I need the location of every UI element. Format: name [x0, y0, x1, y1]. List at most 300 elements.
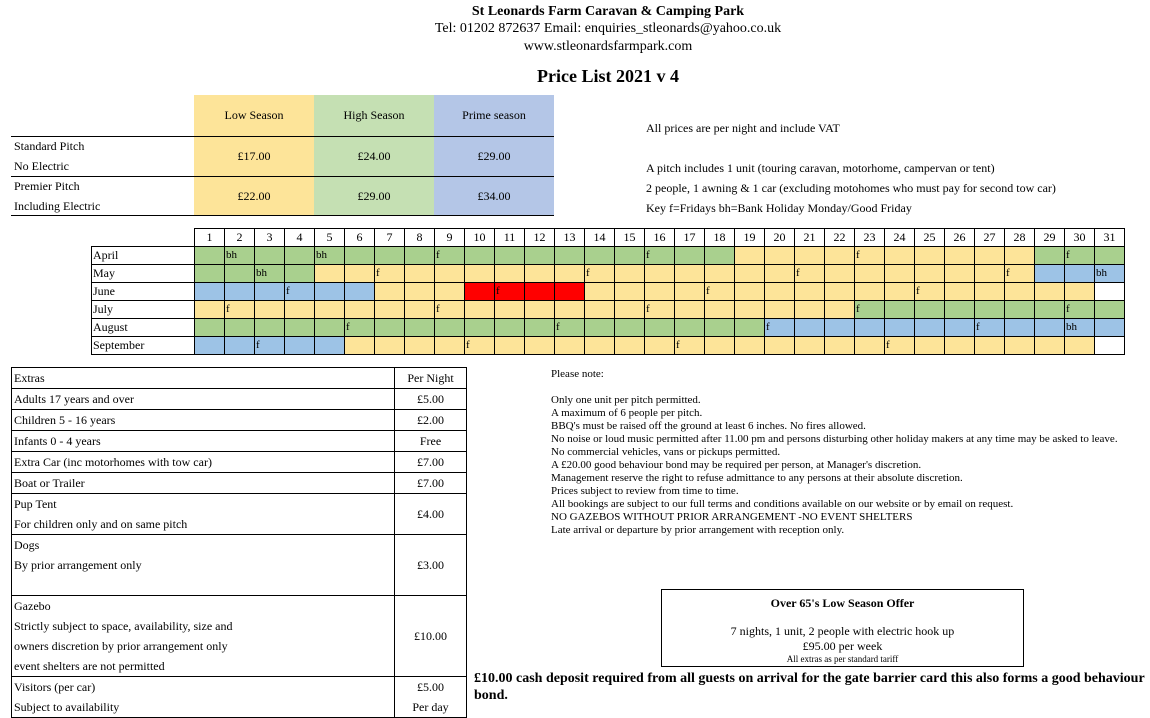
month-label: September: [92, 337, 195, 355]
calendar-day: [225, 283, 255, 301]
calendar-day: [1065, 265, 1095, 283]
calendar-day: [495, 319, 525, 337]
calendar-day: f: [855, 301, 885, 319]
calendar-day: [345, 301, 375, 319]
calendar-day: [975, 337, 1005, 355]
calendar-day: f: [675, 337, 705, 355]
price-list-title: Price List 2021 v 4: [537, 66, 679, 86]
standard-pitch-sublabel: No Electric: [14, 159, 69, 173]
day-header: 12: [525, 229, 555, 247]
calendar-day: [885, 283, 915, 301]
extra-item-line: Children 5 - 16 years: [14, 413, 116, 427]
calendar-day: [405, 247, 435, 265]
extras-row: [12, 389, 467, 410]
day-header: 4: [285, 229, 315, 247]
calendar-day: [1095, 283, 1125, 301]
calendar-row-august: [92, 319, 1125, 337]
calendar-grid: [91, 228, 1125, 355]
day-header: 8: [405, 229, 435, 247]
note-item: A maximum of 6 people per pitch.: [551, 407, 703, 419]
calendar-row-may: [92, 265, 1125, 283]
calendar-day: [585, 319, 615, 337]
calendar-day: f: [795, 265, 825, 283]
calendar-row-june: [92, 283, 1125, 301]
calendar-row-april: [92, 247, 1125, 265]
notes-title: Please note:: [551, 368, 604, 380]
visitors-label: Visitors (per car): [14, 680, 96, 694]
calendar-day: [945, 301, 975, 319]
price-premier-low: £22.00: [194, 176, 314, 216]
calendar-day: [375, 283, 405, 301]
contact-line: Tel: 01202 872637 Email: enquiries_stleonards@yahoo.co.uk: [434, 21, 782, 36]
calendar-day: [375, 337, 405, 355]
calendar-day: [645, 337, 675, 355]
calendar-day: [345, 265, 375, 283]
calendar-day: [795, 283, 825, 301]
extra-price: £3.00: [395, 535, 467, 596]
day-header: 6: [345, 229, 375, 247]
calendar-day: [1095, 319, 1125, 337]
calendar-row-september: [92, 337, 1125, 355]
extras-header-row: [12, 368, 467, 389]
calendar-day: [705, 337, 735, 355]
extra-item-line: Extra Car (inc motorhomes with tow car): [14, 455, 212, 469]
calendar-day: [825, 301, 855, 319]
calendar-day: [975, 283, 1005, 301]
note-item: Only one unit per pitch permitted.: [551, 394, 701, 406]
calendar-day: [615, 301, 645, 319]
day-header: 31: [1095, 229, 1125, 247]
calendar-day: [555, 301, 585, 319]
calendar-day: [435, 319, 465, 337]
note-item: Prices subject to review from time to time.: [551, 485, 739, 497]
calendar-day: [495, 301, 525, 319]
extras-row: [12, 431, 467, 452]
calendar-day: [375, 319, 405, 337]
extra-item: [12, 494, 395, 535]
calendar-day: [315, 301, 345, 319]
calendar-day: [1095, 337, 1125, 355]
pitch-note: A pitch includes 1 unit (touring caravan, motorhome, campervan or tent): [646, 161, 995, 175]
month-label: June: [92, 283, 195, 301]
extra-price: £7.00: [395, 452, 467, 473]
note-item: No noise or loud music permitted after 11.00 pm and persons disturbing other holiday makers at any time may be asked to leave.: [551, 433, 1118, 445]
calendar-day: [1065, 337, 1095, 355]
calendar-day: [735, 247, 765, 265]
calendar-day: [495, 337, 525, 355]
day-header: 28: [1005, 229, 1035, 247]
note-item: NO GAZEBOS WITHOUT PRIOR ARRANGEMENT -NO EVENT SHELTERS: [551, 511, 913, 523]
calendar-day: [885, 247, 915, 265]
calendar-day: [195, 283, 225, 301]
extras-row: [12, 494, 467, 535]
day-header: 17: [675, 229, 705, 247]
calendar-day: [705, 301, 735, 319]
calendar-day: [885, 319, 915, 337]
day-header: 16: [645, 229, 675, 247]
calendar-day: [525, 319, 555, 337]
extra-item-line: Boat or Trailer: [14, 476, 85, 490]
calendar-day: [705, 247, 735, 265]
calendar-day: f: [285, 283, 315, 301]
month-label: May: [92, 265, 195, 283]
calendar-day: [525, 247, 555, 265]
calendar-day: [225, 265, 255, 283]
calendar-day: [645, 319, 675, 337]
calendar-day: [255, 301, 285, 319]
calendar-day: [615, 265, 645, 283]
calendar-day: [585, 247, 615, 265]
calendar-day: [825, 247, 855, 265]
calendar-day: [285, 319, 315, 337]
calendar-day: [465, 247, 495, 265]
visitors-sublabel: Subject to availability: [14, 700, 120, 714]
extra-item-line: Adults 17 years and over: [14, 392, 134, 406]
calendar-day: [765, 337, 795, 355]
offer-note: All extras as per standard tariff: [786, 654, 899, 664]
calendar-day: [975, 301, 1005, 319]
extras-row: [12, 473, 467, 494]
calendar-day: [405, 301, 435, 319]
calendar-day: [195, 319, 225, 337]
calendar-day: [405, 265, 435, 283]
calendar-day: [315, 319, 345, 337]
extra-item: [12, 431, 395, 452]
extra-price: £2.00: [395, 410, 467, 431]
calendar-day: [615, 283, 645, 301]
calendar-day: [345, 247, 375, 265]
standard-pitch-label: Standard Pitch: [14, 139, 85, 153]
day-header: 21: [795, 229, 825, 247]
calendar-day: [645, 283, 675, 301]
day-header: 9: [435, 229, 465, 247]
calendar-day: [945, 319, 975, 337]
calendar-day: [705, 319, 735, 337]
calendar-day: f: [465, 337, 495, 355]
day-header: 10: [465, 229, 495, 247]
calendar-day: f: [555, 319, 585, 337]
calendar-day: [1005, 337, 1035, 355]
calendar-day: [915, 247, 945, 265]
note-item: Late arrival or departure by prior arrangement with reception only.: [551, 524, 845, 536]
calendar-day: [525, 283, 555, 301]
note-item: All bookings are subject to our full terms and conditions available on our website or by email on request.: [551, 498, 1014, 510]
calendar-day: [555, 283, 585, 301]
extra-price: £7.00: [395, 473, 467, 494]
day-header: 20: [765, 229, 795, 247]
day-header: 15: [615, 229, 645, 247]
extra-item-line: By prior arrangement only: [14, 558, 142, 572]
calendar-day: [375, 247, 405, 265]
calendar-day: [315, 283, 345, 301]
calendar-day: f: [435, 247, 465, 265]
calendar-day: [1035, 337, 1065, 355]
price-premier-prime: £34.00: [434, 176, 554, 216]
day-header: 27: [975, 229, 1005, 247]
calendar-day: f: [225, 301, 255, 319]
extra-price: £5.00: [395, 389, 467, 410]
calendar-day: [405, 337, 435, 355]
calendar-day: bh: [1095, 265, 1125, 283]
extras-table: [11, 367, 467, 718]
calendar-day: [1035, 301, 1065, 319]
calendar-day: [765, 265, 795, 283]
extra-item-line: Infants 0 - 4 years: [14, 434, 101, 448]
calendar-day: [195, 265, 225, 283]
visitors-price-unit: Per day: [412, 700, 449, 714]
calendar-day: bh: [1065, 319, 1095, 337]
calendar-day: [315, 337, 345, 355]
calendar-day: bh: [225, 247, 255, 265]
day-header: 11: [495, 229, 525, 247]
calendar-day: [255, 319, 285, 337]
calendar-day: [225, 319, 255, 337]
calendar-day: [585, 337, 615, 355]
premier-pitch-label: Premier Pitch: [14, 179, 80, 193]
extra-item-line: event shelters are not permitted: [14, 659, 165, 673]
extra-item: [12, 452, 395, 473]
calendar-day: [765, 247, 795, 265]
calendar-day: [915, 319, 945, 337]
calendar-day: [345, 283, 375, 301]
calendar-day: [1005, 319, 1035, 337]
extra-price: £10.00: [395, 596, 467, 677]
calendar-day: [735, 301, 765, 319]
price-standard-low: £17.00: [194, 136, 314, 176]
calendar-day: f: [1065, 301, 1095, 319]
prime-season-header: Prime season: [434, 95, 554, 136]
calendar-corner: [92, 229, 195, 247]
calendar-day: [675, 319, 705, 337]
calendar-day: [915, 265, 945, 283]
calendar-day: [945, 283, 975, 301]
day-header: 1: [195, 229, 225, 247]
calendar-day: [255, 247, 285, 265]
price-premier-high: £29.00: [314, 176, 434, 216]
calendar-day: [465, 265, 495, 283]
calendar-day: [1005, 283, 1035, 301]
month-label: August: [92, 319, 195, 337]
calendar-day: [615, 247, 645, 265]
season-calendar: [91, 228, 1125, 355]
calendar-day: [195, 337, 225, 355]
extras-row: [12, 535, 467, 596]
calendar-day: f: [1065, 247, 1095, 265]
calendar-day: [915, 337, 945, 355]
calendar-day: f: [255, 337, 285, 355]
day-header: 23: [855, 229, 885, 247]
calendar-day: [675, 301, 705, 319]
calendar-day: [435, 265, 465, 283]
extra-item-line: owners discretion by prior arrangement only: [14, 639, 228, 653]
note-item: No commercial vehicles, vans or pickups permitted.: [551, 446, 781, 458]
calendar-day: [435, 283, 465, 301]
calendar-day: [555, 337, 585, 355]
extra-item-line: Dogs: [14, 538, 40, 552]
calendar-day: f: [915, 283, 945, 301]
calendar-day: [255, 283, 285, 301]
deposit-notice: £10.00 cash deposit required from all guests on arrival for the gate barrier card this also forms a good behaviour bond.: [474, 671, 1145, 703]
calendar-day: [465, 301, 495, 319]
visitors-price: [395, 677, 467, 718]
calendar-day: [285, 301, 315, 319]
extras-row: [12, 410, 467, 431]
calendar-day: [435, 337, 465, 355]
calendar-day: [405, 319, 435, 337]
extras-header-label: Extras: [14, 371, 45, 385]
calendar-day: [825, 265, 855, 283]
premier-pitch-sublabel: Including Electric: [14, 199, 101, 213]
calendar-day: [795, 301, 825, 319]
calendar-day: [735, 265, 765, 283]
calendar-day: f: [375, 265, 405, 283]
extra-item: [12, 535, 395, 596]
calendar-day: [795, 247, 825, 265]
calendar-day: [615, 319, 645, 337]
calendar-day: [885, 301, 915, 319]
day-header: 30: [1065, 229, 1095, 247]
calendar-day: [285, 337, 315, 355]
day-header: 7: [375, 229, 405, 247]
calendar-day: [825, 319, 855, 337]
calendar-day: [795, 337, 825, 355]
calendar-day: [855, 337, 885, 355]
day-header: 26: [945, 229, 975, 247]
calendar-day: [885, 265, 915, 283]
extras-header: [12, 368, 395, 389]
note-item: Management reserve the right to refuse admittance to any persons at their absolute discretion.: [551, 472, 963, 484]
calendar-day: [945, 265, 975, 283]
vat-note: All prices are per night and include VAT: [646, 121, 840, 135]
calendar-day: [675, 283, 705, 301]
visitors-price-value: £5.00: [417, 680, 444, 694]
note-item: BBQ's must be raised off the ground at least 6 inches. No fires allowed.: [551, 420, 866, 432]
calendar-day: f: [705, 283, 735, 301]
calendar-day: [975, 265, 1005, 283]
offer-details: 7 nights, 1 unit, 2 people with electric hook up: [730, 624, 955, 638]
extra-item-line: Gazebo: [14, 599, 51, 613]
park-title: St Leonards Farm Caravan & Camping Park: [471, 4, 745, 19]
calendar-day: [735, 337, 765, 355]
calendar-day: [285, 265, 315, 283]
calendar-day: [525, 301, 555, 319]
extra-item: [12, 473, 395, 494]
note-item: A £20.00 good behaviour bond may be required per person, at Manager's discretion.: [551, 459, 922, 471]
calendar-day: f: [1005, 265, 1035, 283]
calendar-day: bh: [315, 247, 345, 265]
calendar-day: f: [495, 283, 525, 301]
day-header: 2: [225, 229, 255, 247]
calendar-day: [555, 247, 585, 265]
extra-item-line: [14, 575, 392, 595]
calendar-day: f: [765, 319, 795, 337]
key-note: Key f=Fridays bh=Bank Holiday Monday/Good Friday: [646, 201, 912, 215]
per-night-header: [395, 368, 467, 389]
calendar-day: [1035, 247, 1065, 265]
offer-price: £95.00 per week: [802, 639, 883, 653]
calendar-day: f: [975, 319, 1005, 337]
calendar-day: [735, 283, 765, 301]
calendar-row-july: [92, 301, 1125, 319]
calendar-day: [855, 319, 885, 337]
calendar-day: [795, 319, 825, 337]
day-header: 5: [315, 229, 345, 247]
calendar-day: [345, 337, 375, 355]
calendar-day: [825, 337, 855, 355]
day-header: 14: [585, 229, 615, 247]
calendar-day: [585, 283, 615, 301]
extras-row: [12, 452, 467, 473]
month-label: July: [92, 301, 195, 319]
calendar-day: [225, 337, 255, 355]
price-standard-high: £24.00: [314, 136, 434, 176]
calendar-day: [195, 301, 225, 319]
day-header: 19: [735, 229, 765, 247]
over-65-offer-box: [661, 589, 1024, 667]
day-header: 13: [555, 229, 585, 247]
calendar-day: f: [585, 265, 615, 283]
visitors-item: [12, 677, 395, 718]
calendar-day: [495, 265, 525, 283]
please-note-section: [551, 368, 1131, 537]
extra-item: [12, 389, 395, 410]
calendar-day: [1005, 247, 1035, 265]
calendar-day: [555, 265, 585, 283]
day-header: 25: [915, 229, 945, 247]
calendar-day: [945, 247, 975, 265]
extras-row: [12, 596, 467, 677]
low-season-header: Low Season: [194, 95, 314, 136]
calendar-day: [495, 247, 525, 265]
extra-price: Free: [395, 431, 467, 452]
extra-item: [12, 410, 395, 431]
calendar-day: [1095, 301, 1125, 319]
calendar-day: [825, 283, 855, 301]
extra-item-line: For children only and on same pitch: [14, 517, 188, 531]
calendar-day: [855, 265, 885, 283]
calendar-day: [705, 265, 735, 283]
per-night-label: Per Night: [407, 371, 454, 385]
calendar-day: f: [645, 247, 675, 265]
calendar-day: [315, 265, 345, 283]
calendar-day: [375, 301, 405, 319]
calendar-day: [855, 283, 885, 301]
day-header: 29: [1035, 229, 1065, 247]
calendar-day: f: [855, 247, 885, 265]
calendar-day: [405, 283, 435, 301]
day-header: 22: [825, 229, 855, 247]
calendar-day: [645, 265, 675, 283]
calendar-day: f: [435, 301, 465, 319]
calendar-day: [975, 247, 1005, 265]
calendar-day: [675, 247, 705, 265]
high-season-header: High Season: [314, 95, 434, 136]
calendar-day: [945, 337, 975, 355]
extra-price: £4.00: [395, 494, 467, 535]
calendar-day: [1035, 283, 1065, 301]
calendar-day: [615, 337, 645, 355]
day-header: 3: [255, 229, 285, 247]
calendar-day: [585, 301, 615, 319]
calendar-day: f: [345, 319, 375, 337]
calendar-day: [735, 319, 765, 337]
calendar-day: [765, 301, 795, 319]
visitors-row: [12, 677, 467, 718]
calendar-day: [1005, 301, 1035, 319]
calendar-day: [1065, 283, 1095, 301]
calendar-day: f: [645, 301, 675, 319]
calendar-day: [675, 265, 705, 283]
